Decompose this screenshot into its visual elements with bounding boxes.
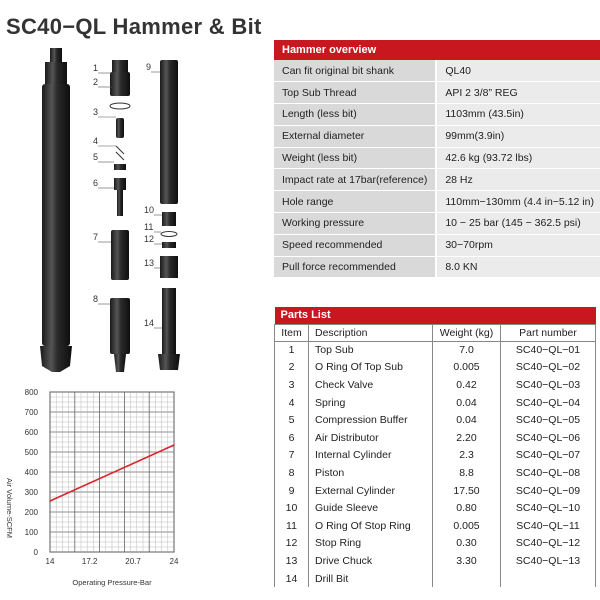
y-tick-label: 400 — [24, 468, 38, 477]
overview-value: 28 Hz — [436, 169, 600, 191]
part-number: SC40−QL−05 — [501, 411, 596, 429]
diagram-label-7: 7 — [93, 232, 99, 242]
parts-list-header: Parts List — [275, 307, 596, 324]
part-number: SC40−QL−10 — [501, 499, 596, 517]
overview-label: Can fit original bit shank — [274, 60, 436, 82]
part-description: Stop Ring — [309, 535, 433, 553]
part-number: SC40−QL−09 — [501, 482, 596, 500]
overview-value: 99mm(3.9in) — [436, 125, 600, 147]
hammer-overview-table — [274, 40, 600, 278]
part-weight — [433, 570, 501, 588]
part-description: Spring — [309, 394, 433, 412]
part-number: SC40−QL−03 — [501, 376, 596, 394]
part-description: Air Distributor — [309, 429, 433, 447]
diagram-label-6: 6 — [93, 178, 99, 188]
part-weight: 2.20 — [433, 429, 501, 447]
part-description: Compression Buffer — [309, 411, 433, 429]
part-description: O Ring Of Stop Ring — [309, 517, 433, 535]
part-item: 4 — [275, 394, 309, 412]
part-item: 1 — [275, 341, 309, 359]
diagram-label-10: 10 — [144, 205, 155, 215]
hammer-exploded-drawing — [0, 48, 265, 378]
x-tick-label: 20.7 — [125, 557, 141, 566]
part-description: O Ring Of Top Sub — [309, 359, 433, 377]
diagram-label-12: 12 — [144, 234, 155, 244]
part-weight: 0.005 — [433, 359, 501, 377]
diagram-label-1: 1 — [93, 63, 99, 73]
part-item: 7 — [275, 447, 309, 465]
y-tick-label: 100 — [24, 528, 38, 537]
part-number: SC40−QL−08 — [501, 464, 596, 482]
part-item: 10 — [275, 499, 309, 517]
overview-value: 10 − 25 bar (145 − 362.5 psi) — [436, 213, 600, 235]
parts-row — [275, 359, 596, 377]
overview-label: External diameter — [274, 125, 436, 147]
overview-label: Top Sub Thread — [274, 82, 436, 104]
air-volume-chart — [0, 380, 265, 600]
col-description: Description — [309, 324, 433, 341]
part-item: 3 — [275, 376, 309, 394]
overview-value: 42.6 kg (93.72 lbs) — [436, 147, 600, 169]
overview-row — [274, 104, 600, 126]
part-number: SC40−QL−11 — [501, 517, 596, 535]
part-number — [501, 570, 596, 588]
parts-row — [275, 341, 596, 359]
x-tick-labels — [46, 557, 179, 566]
part-item: 8 — [275, 464, 309, 482]
overview-row — [274, 60, 600, 82]
part-weight: 0.30 — [433, 535, 501, 553]
overview-value: API 2 3/8” REG — [436, 82, 600, 104]
part-number: SC40−QL−02 — [501, 359, 596, 377]
part-number: SC40−QL−07 — [501, 447, 596, 465]
y-tick-label: 500 — [24, 448, 38, 457]
col-part-number: Part number — [501, 324, 596, 341]
part-description: Piston — [309, 464, 433, 482]
diagram-label-8: 8 — [93, 294, 99, 304]
diagram-label-5: 5 — [93, 152, 99, 162]
parts-row — [275, 376, 596, 394]
overview-row — [274, 169, 600, 191]
series-point — [49, 500, 51, 502]
chart-grid — [50, 392, 174, 552]
overview-row — [274, 213, 600, 235]
parts-list-table — [274, 307, 596, 587]
parts-row — [275, 411, 596, 429]
part-description: External Cylinder — [309, 482, 433, 500]
part-weight: 0.04 — [433, 394, 501, 412]
part-item: 6 — [275, 429, 309, 447]
overview-row — [274, 147, 600, 169]
diagram-label-11: 11 — [144, 222, 154, 232]
parts-column-headers — [275, 324, 596, 341]
part-number: SC40−QL−13 — [501, 552, 596, 570]
parts-row — [275, 482, 596, 500]
page-title: SC40−QL Hammer & Bit — [6, 14, 262, 39]
part-description: Drill Bit — [309, 570, 433, 588]
series-point — [173, 444, 175, 446]
part-description: Internal Cylinder — [309, 447, 433, 465]
y-tick-label: 600 — [24, 428, 38, 437]
overview-value: 8.0 KN — [436, 256, 600, 278]
y-tick-label: 300 — [24, 488, 38, 497]
col-weight: Weight (kg) — [433, 324, 501, 341]
y-tick-label: 700 — [24, 408, 38, 417]
parts-row — [275, 447, 596, 465]
part-item: 11 — [275, 517, 309, 535]
part-weight: 0.42 — [433, 376, 501, 394]
x-tick-label: 24 — [169, 557, 179, 566]
overview-label: Pull force recommended — [274, 256, 436, 278]
y-tick-labels — [25, 388, 39, 557]
parts-row — [275, 464, 596, 482]
diagram-label-3: 3 — [93, 107, 99, 117]
x-tick-label: 14 — [45, 557, 55, 566]
part-weight: 2.3 — [433, 447, 501, 465]
overview-value: 110mm−130mm (4.4 in−5.12 in) — [436, 191, 600, 213]
overview-row — [274, 125, 600, 147]
overview-label: Working pressure — [274, 213, 436, 235]
part-number: SC40−QL−04 — [501, 394, 596, 412]
diagram-label-2: 2 — [93, 77, 99, 87]
part-item: 2 — [275, 359, 309, 377]
overview-value: 1103mm (43.5in) — [436, 104, 600, 126]
hammer-overview-header: Hammer overview — [274, 40, 600, 60]
parts-row — [275, 570, 596, 588]
overview-value: QL40 — [436, 60, 600, 82]
col-item: Item — [275, 324, 309, 341]
parts-row — [275, 517, 596, 535]
y-tick-label: 800 — [24, 388, 38, 397]
part-weight: 0.80 — [433, 499, 501, 517]
part-number: SC40−QL−01 — [501, 341, 596, 359]
diagram-label-4: 4 — [93, 136, 99, 146]
assembled-hammer — [40, 48, 72, 372]
parts-row — [275, 394, 596, 412]
parts-row — [275, 535, 596, 553]
y-tick-label: 200 — [24, 508, 38, 517]
overview-row — [274, 256, 600, 278]
parts-row — [275, 499, 596, 517]
part-item: 14 — [275, 570, 309, 588]
parts-row — [275, 429, 596, 447]
y-tick-label: 0 — [33, 548, 38, 557]
x-axis-label: Operating Pressure-Bar — [72, 578, 152, 587]
overview-row — [274, 191, 600, 213]
part-item: 5 — [275, 411, 309, 429]
part-number: SC40−QL−12 — [501, 535, 596, 553]
part-number: SC40−QL−06 — [501, 429, 596, 447]
part-description: Guide Sleeve — [309, 499, 433, 517]
overview-label: Speed recommended — [274, 234, 436, 256]
part-item: 9 — [275, 482, 309, 500]
part-weight: 7.0 — [433, 341, 501, 359]
overview-value: 30−70rpm — [436, 234, 600, 256]
part-weight: 0.04 — [433, 411, 501, 429]
part-weight: 0.005 — [433, 517, 501, 535]
part-item: 13 — [275, 552, 309, 570]
diagram-label-13: 13 — [144, 258, 155, 268]
part-description: Top Sub — [309, 341, 433, 359]
overview-row — [274, 234, 600, 256]
overview-label: Impact rate at 17bar(reference) — [274, 169, 436, 191]
y-axis-label: Air Volume-SCFM — [5, 477, 14, 539]
overview-label: Hole range — [274, 191, 436, 213]
overview-label: Length (less bit) — [274, 104, 436, 126]
part-description: Drive Chuck — [309, 552, 433, 570]
overview-row — [274, 82, 600, 104]
part-description: Check Valve — [309, 376, 433, 394]
parts-row — [275, 552, 596, 570]
part-weight: 8.8 — [433, 464, 501, 482]
x-tick-label: 17.2 — [81, 557, 98, 566]
part-item: 12 — [275, 535, 309, 553]
diagram-label-9: 9 — [146, 62, 152, 72]
diagram-label-14: 14 — [144, 318, 155, 328]
part-weight: 17.50 — [433, 482, 501, 500]
overview-label: Weight (less bit) — [274, 147, 436, 169]
part-weight: 3.30 — [433, 552, 501, 570]
